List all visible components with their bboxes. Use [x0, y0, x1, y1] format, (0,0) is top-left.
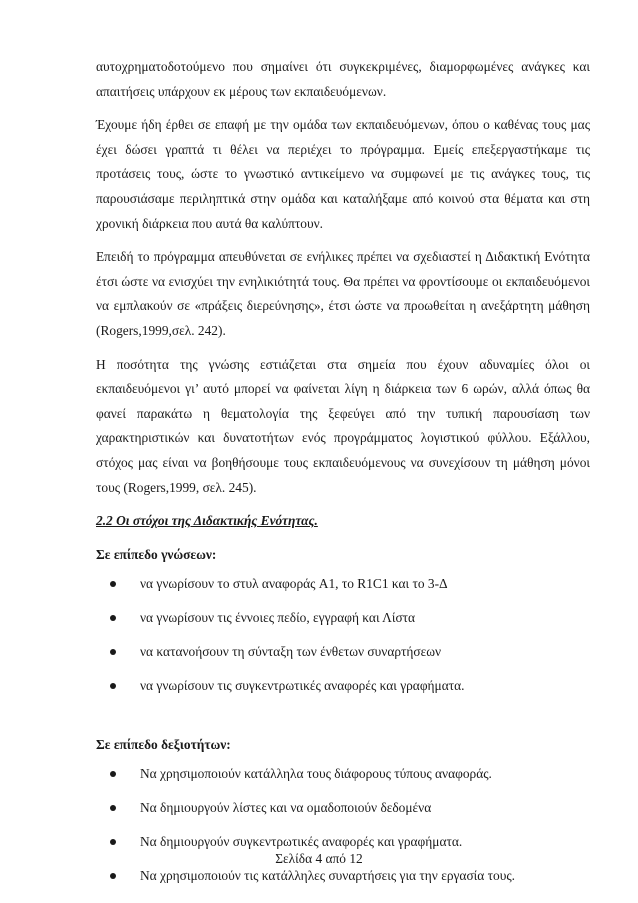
bullet-icon [110, 771, 116, 777]
list-item-text: Να δημιουργούν λίστες και να ομαδοποιούν δεδομένα [140, 800, 432, 816]
list-item [110, 607, 590, 629]
list-item-text: να γνωρίσουν τις έννοιες πεδίο, εγγραφή και Λίστα [140, 610, 416, 626]
paragraph-2: Έχουμε ήδη έρθει σε επαφή με την ομάδα των εκπαιδευόμενων, όπου ο καθένας τους μας έχει δώσει γραπτά τι θέλει να περιέχει το πρόγραμμα. Εμείς επεξεργαστήκαμε τις προτάσεις τους, ώστε το γνωστικό αντικείμενο να συμφωνεί με τις ανάγκες τους, τις παρουσιάσαμε περιληπτικά στην ομάδα και καταλήξαμε από κοινού στα θέματα και στη χρονική διάρκεια που αυτά θα καλύπτουν. [96, 117, 590, 231]
list-item [110, 763, 590, 785]
list-item-text: να κατανοήσουν τη σύνταξη των ένθετων συναρτήσεων [140, 644, 442, 660]
skills-list [96, 763, 590, 887]
list-item [110, 675, 590, 697]
page-footer: Σελίδα 4 από 12 [275, 851, 363, 866]
bullet-icon [110, 873, 116, 879]
knowledge-heading: Σε επίπεδο γνώσεων: [96, 547, 217, 563]
list-item [110, 797, 590, 819]
bullet-icon [110, 683, 116, 689]
paragraph-4: Η ποσότητα της γνώσης εστιάζεται στα σημεία που έχουν αδυναμίες όλοι οι εκπαιδευόμενοι γι’ αυτό μπορεί να φαίνεται λίγη η διάρκεια των 6 ωρών, αλλά όπως θα φανεί παρακάτω η θεματολογία της ξεφεύγει από την τυπική παρουσίαση των χαρακτηριστικών και δυνατοτήτων ενός προγράμματος λογιστικού φύλλου. Εξάλλου, στόχος μας είναι να βοηθήσουμε τους εκπαιδευόμενους να συνεχίσουν τη μάθηση μόνοι τους (Rogers,1999, σελ. 245). [96, 356, 590, 495]
list-item [110, 865, 590, 887]
section-title: 2.2 Οι στόχοι της Διδακτικής Ενότητας. [96, 513, 318, 529]
list-item [110, 641, 590, 663]
list-item-text: Να δημιουργούν συγκεντρωτικές αναφορές και γραφήματα. [140, 834, 463, 850]
document-page [96, 55, 590, 899]
skills-heading: Σε επίπεδο δεξιοτήτων: [96, 737, 231, 753]
bullet-icon [110, 649, 116, 655]
paragraph-1: αυτοχρηματοδοτούμενο που σημαίνει ότι συγκεκριμένες, διαμορφωμένες ανάγκες και απαιτήσεις υπάρχουν εκ μέρους των εκπαιδευόμενων. [96, 59, 590, 99]
bullet-icon [110, 805, 116, 811]
bullet-icon [110, 581, 116, 587]
knowledge-list [96, 573, 590, 697]
list-item-text: να γνωρίσουν το στυλ αναφοράς A1, το R1C1 και το 3-Δ [140, 576, 448, 592]
list-item-text: Να χρησιμοποιούν τις κατάλληλες συναρτήσεις για την εργασία τους. [140, 868, 515, 884]
bullet-icon [110, 615, 116, 621]
bullet-icon [110, 839, 116, 845]
list-item-text: Να χρησιμοποιούν κατάλληλα τους διάφορους τύπους αναφοράς. [140, 766, 492, 782]
list-item [110, 573, 590, 595]
list-item-text: να γνωρίσουν τις συγκεντρωτικές αναφορές και γραφήματα. [140, 678, 465, 694]
paragraph-3: Επειδή το πρόγραμμα απευθύνεται σε ενήλικες πρέπει να σχεδιαστεί η Διδακτική Ενότητα έτσι ώστε να ενισχύει την ενηλικιότητά τους. Θα πρέπει να φροντίσουμε οι εκπαιδευόμενοι να εμπλακούν σε «πράξεις διερεύνησης», έτσι ώστε να προωθείται η ανεξάρτητη μάθηση (Rogers,1999,σελ. 242). [96, 249, 590, 338]
list-item [110, 831, 590, 853]
